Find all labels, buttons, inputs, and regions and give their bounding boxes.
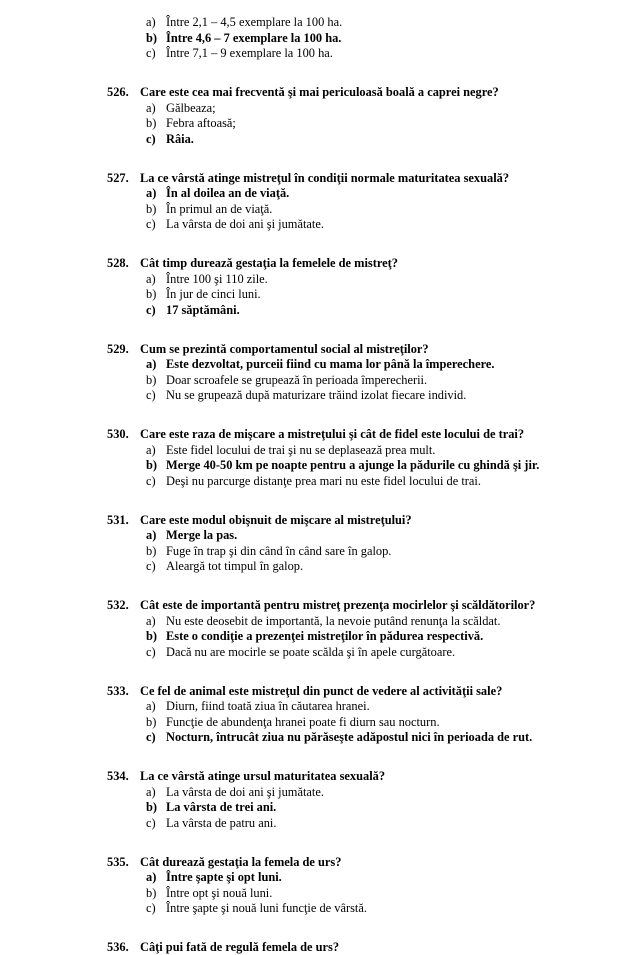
answer-letter: a) — [146, 613, 156, 628]
answer-text: Între 4,6 – 7 exemplare la 100 ha. — [166, 30, 342, 45]
question-text: Cât este de importantă pentru mistreţ prezenţa mocirlelor şi scăldătorilor? — [140, 598, 536, 612]
answer-text: La vârsta de doi ani şi jumătate. — [166, 217, 324, 231]
correct-answer-option — [146, 458, 618, 473]
correct-answer-option — [146, 629, 618, 644]
question-heading — [107, 940, 628, 955]
answer-option — [146, 699, 618, 714]
answer-text: 17 săptămâni. — [166, 302, 240, 317]
question-text: Care este raza de mişcare a mistreţului şi cât de fidel este locului de trai? — [140, 427, 525, 441]
answer-text: În jur de cinci luni. — [166, 287, 261, 301]
answer-letter: b) — [146, 543, 157, 558]
answer-text: Este o condiţie a prezenţei mistreţilor în pădurea respectivă. — [166, 629, 484, 643]
question-heading — [107, 598, 628, 613]
answer-text: În primul an de viaţă. — [166, 201, 273, 216]
answer-option — [146, 816, 618, 831]
answer-letter: a) — [146, 15, 156, 29]
answer-letter: b) — [146, 30, 158, 45]
answer-text: Dacă nu are mocirle se poate scălda şi în apele curgătoare. — [166, 644, 456, 659]
answer-text: Aleargă tot timpul în galop. — [166, 559, 304, 573]
question-number: 536. — [107, 940, 129, 954]
answer-letter: c) — [146, 388, 156, 402]
answer-text: Între 100 şi 110 zile. — [166, 271, 268, 286]
answer-option — [146, 116, 618, 131]
correct-answer-option — [146, 870, 618, 885]
answer-letter: c) — [146, 559, 156, 573]
answer-text: Funcţie de abundenţa hranei poate fi diurn sau nocturn. — [166, 714, 440, 729]
question-heading — [107, 256, 628, 271]
answer-letter: b) — [146, 287, 157, 301]
question-number: 530. — [107, 427, 129, 441]
answer-option — [146, 901, 618, 916]
answer-option — [146, 101, 618, 116]
question-text: Cum se prezintă comportamentul social al mistreţilor? — [140, 341, 429, 356]
answer-text: Fuge în trap şi din când în când sare în galop. — [166, 543, 392, 558]
question-heading — [107, 684, 628, 699]
answer-letter: a) — [146, 100, 156, 115]
question-number: 526. — [107, 85, 129, 99]
answer-letter: b) — [146, 116, 157, 130]
answer-text: Între şapte şi nouă luni funcţie de vârstă. — [166, 901, 367, 915]
answer-letter: c) — [146, 473, 156, 488]
answer-option — [146, 559, 618, 574]
question-heading — [107, 855, 628, 870]
answer-text: Nocturn, întrucât ziua nu părăseşte adăpostul nici în perioada de rut. — [166, 730, 533, 744]
answer-letter: c) — [146, 131, 156, 146]
correct-answer-option — [146, 303, 618, 318]
answer-text: Între 2,1 – 4,5 exemplare la 100 ha. — [166, 15, 343, 29]
question-heading — [107, 427, 628, 442]
answer-letter: c) — [146, 815, 156, 830]
answer-text: Nu este deosebit de importantă, la nevoie putând renunţa la scăldat. — [166, 613, 501, 628]
answer-option — [146, 46, 618, 61]
answer-letter: a) — [146, 442, 156, 457]
answer-letter: a) — [146, 784, 156, 799]
answer-text: Nu se grupează după maturizare trăind izolat fiecare individ. — [166, 388, 467, 402]
answer-text: La vârsta de patru ani. — [166, 815, 277, 830]
correct-answer-option — [146, 186, 618, 201]
answer-letter: c) — [146, 46, 156, 60]
answer-letter: b) — [146, 372, 157, 387]
answer-text: Gălbeaza; — [166, 100, 216, 115]
answer-letter: c) — [146, 217, 156, 231]
answer-letter: b) — [146, 458, 158, 472]
answer-letter: a) — [146, 357, 157, 371]
question-text: Câţi pui fată de regulă femela de urs? — [140, 940, 340, 954]
answer-text: Febra aftoasă; — [166, 116, 236, 130]
answer-letter: c) — [146, 644, 156, 659]
answer-letter: a) — [146, 271, 156, 286]
answer-text: La vârsta de doi ani şi jumătate. — [166, 784, 324, 799]
question-heading — [107, 513, 628, 528]
question-text: La ce vârstă atinge ursul maturitatea sexuală? — [140, 769, 386, 783]
answer-letter: c) — [146, 730, 156, 744]
answer-letter: b) — [146, 714, 157, 729]
question-number: 535. — [107, 854, 129, 869]
correct-answer-option — [146, 31, 618, 46]
correct-answer-option — [146, 357, 618, 372]
answer-letter: c) — [146, 302, 156, 317]
question-heading — [107, 85, 628, 100]
answer-option — [146, 443, 618, 458]
answer-text: Râia. — [166, 131, 194, 146]
question-heading — [107, 769, 628, 784]
answer-option — [146, 886, 618, 901]
answer-text: Doar scroafele se grupează în perioada împerecherii. — [166, 372, 428, 387]
answer-text: La vârsta de trei ani. — [166, 800, 277, 814]
answer-letter: b) — [146, 629, 158, 643]
answer-text: Este fidel locului de trai şi nu se deplasează prea mult. — [166, 442, 436, 457]
correct-answer-option — [146, 132, 618, 147]
answer-option — [146, 217, 618, 232]
question-text: Ce fel de animal este mistreţul din punct de vedere al activităţii sale? — [140, 683, 503, 698]
question-text: Cât timp durează gestaţia la femelele de mistreţ? — [140, 256, 398, 270]
question-number: 529. — [107, 341, 129, 356]
question-number: 534. — [107, 769, 129, 783]
answer-text: Merge 40-50 km pe noapte pentru a ajunge la pădurile cu ghindă şi jir. — [166, 458, 540, 472]
answer-letter: a) — [146, 186, 157, 200]
question-number: 532. — [107, 598, 129, 612]
answer-text: Între şapte şi opt luni. — [166, 870, 282, 884]
correct-answer-option — [146, 528, 618, 543]
answer-option — [146, 544, 618, 559]
question-heading — [107, 171, 628, 186]
answer-option — [146, 614, 618, 629]
question-number: 528. — [107, 256, 129, 270]
correct-answer-option — [146, 800, 618, 815]
question-number: 527. — [107, 170, 129, 185]
answer-option — [146, 373, 618, 388]
answer-option — [146, 388, 618, 403]
question-text: La ce vârstă atinge mistreţul în condiţii normale maturitatea sexuală? — [140, 170, 510, 185]
answer-letter: a) — [146, 528, 157, 542]
correct-answer-option — [146, 730, 618, 745]
question-text: Care este cea mai frecventă şi mai periculoasă boală a caprei negre? — [140, 85, 499, 99]
answer-letter: a) — [146, 870, 157, 884]
answer-option — [146, 785, 618, 800]
answer-letter: a) — [146, 699, 156, 713]
answer-text: Între 7,1 – 9 exemplare la 100 ha. — [166, 46, 333, 60]
answer-letter: b) — [146, 800, 158, 814]
answer-text: Este dezvoltat, purceii fiind cu mama lor până la împerechere. — [166, 357, 495, 371]
answer-text: Diurn, fiind toată ziua în căutarea hranei. — [166, 699, 370, 713]
answer-text: Deşi nu parcurge distanţe prea mari nu este fidel locului de trai. — [166, 473, 481, 488]
answer-option — [146, 715, 618, 730]
answer-option — [146, 645, 618, 660]
answer-option — [146, 287, 618, 302]
question-text: Care este modul obişnuit de mişcare al mistreţului? — [140, 512, 412, 527]
question-text: Cât durează gestaţia la femela de urs? — [140, 854, 342, 869]
question-number: 533. — [107, 683, 129, 698]
answer-option — [146, 15, 618, 30]
answer-letter: b) — [146, 201, 157, 216]
answer-letter: b) — [146, 885, 157, 900]
answer-text: Merge la pas. — [166, 528, 238, 542]
question-number: 531. — [107, 512, 129, 527]
answer-option — [146, 474, 618, 489]
answer-option — [146, 272, 618, 287]
answer-text: Între opt şi nouă luni. — [166, 885, 273, 900]
answer-option — [146, 202, 618, 217]
question-heading — [107, 342, 628, 357]
answer-text: În al doilea an de viaţă. — [166, 186, 290, 200]
answer-letter: c) — [146, 901, 156, 915]
